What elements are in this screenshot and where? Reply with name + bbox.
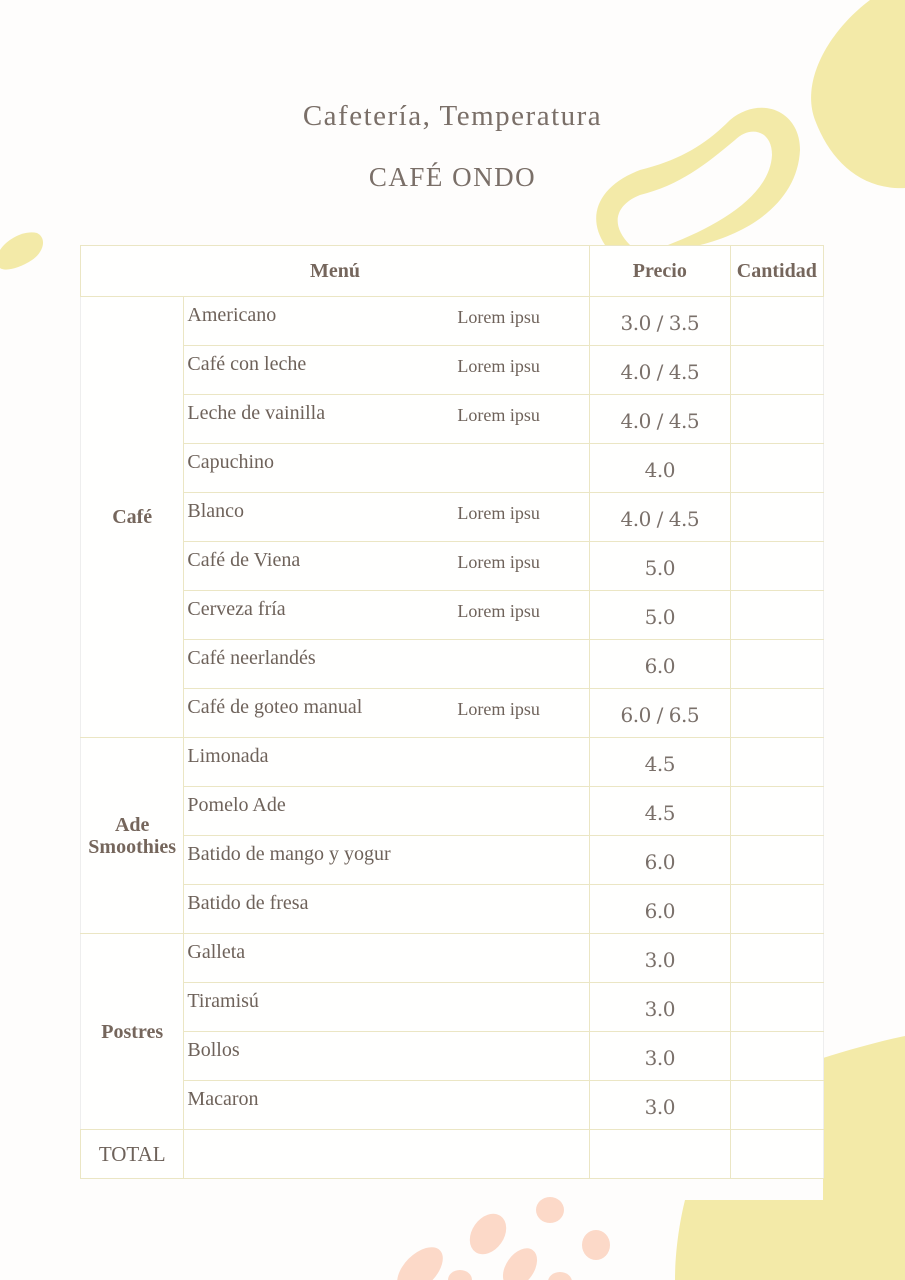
item-name: Tiramisú [184,983,590,1032]
item-price: 4.5 [590,738,731,787]
quantity-cell[interactable] [730,591,823,640]
item-name: Leche de vainilla Lorem ipsu [184,395,590,444]
quantity-cell[interactable] [730,1032,823,1081]
item-name: Cerveza fría Lorem ipsu [184,591,590,640]
item-price: 4.5 [590,787,731,836]
item-name: Bollos [184,1032,590,1081]
quantity-cell[interactable] [730,689,823,738]
item-price: 4.0 / 4.5 [590,346,731,395]
table-row [81,1032,824,1081]
category-cafe: Café [81,297,184,738]
item-name: Limonada [184,738,590,787]
item-name: Americano Lorem ipsu [184,297,590,346]
total-blank [184,1130,590,1179]
category-postres: Postres [81,934,184,1130]
item-price: 5.0 [590,542,731,591]
column-header-price: Precio [590,246,731,297]
table-row [81,689,824,738]
item-note: Lorem ipsu [457,405,540,425]
item-price: 6.0 [590,836,731,885]
item-price: 3.0 / 3.5 [590,297,731,346]
quantity-cell[interactable] [730,542,823,591]
category-ade-smoothies: Ade Smoothies [81,738,184,934]
item-price: 3.0 [590,934,731,983]
table-row [81,640,824,689]
item-name: Café de Viena Lorem ipsu [184,542,590,591]
page-title: Cafetería, Temperatura [302,100,603,132]
item-name: Café neerlandés [184,640,590,689]
table-row [81,444,824,493]
item-price: 6.0 [590,640,731,689]
quantity-cell[interactable] [730,934,823,983]
table-row [81,493,824,542]
quantity-cell[interactable] [730,836,823,885]
item-name: Pomelo Ade [184,787,590,836]
table-row [81,836,824,885]
item-name: Café de goteo manual Lorem ipsu [184,689,590,738]
item-name: Batido de fresa [184,885,590,934]
item-price: 6.0 [590,885,731,934]
item-name: Café con leche Lorem ipsu [184,346,590,395]
quantity-cell[interactable] [730,493,823,542]
quantity-cell[interactable] [730,346,823,395]
table-row [81,591,824,640]
item-note: Lorem ipsu [457,356,540,376]
table-header-row [81,246,824,297]
item-note: Lorem ipsu [457,552,540,572]
table-row [81,542,824,591]
item-price: 4.0 / 4.5 [590,395,731,444]
quantity-cell[interactable] [730,395,823,444]
item-note: Lorem ipsu [457,503,540,523]
quantity-cell[interactable] [730,640,823,689]
column-header-menu: Menú [81,246,590,297]
item-price: 4.0 [590,444,731,493]
table-row [81,787,824,836]
quantity-cell[interactable] [730,444,823,493]
table-row [81,983,824,1032]
table-row [81,346,824,395]
total-quantity-cell[interactable] [730,1130,823,1179]
table-row [81,934,824,983]
item-note: Lorem ipsu [457,699,540,719]
cafe-name: CAFÉ ONDO [368,162,537,192]
item-name: Galleta [184,934,590,983]
quantity-cell[interactable] [730,738,823,787]
total-row [81,1130,824,1179]
item-price: 3.0 [590,983,731,1032]
item-note: Lorem ipsu [457,601,540,621]
table-row [81,395,824,444]
item-price: 6.0 / 6.5 [590,689,731,738]
quantity-cell[interactable] [730,885,823,934]
quantity-cell[interactable] [730,983,823,1032]
item-name: Blanco Lorem ipsu [184,493,590,542]
item-price: 4.0 / 4.5 [590,493,731,542]
item-note: Lorem ipsu [457,307,540,327]
total-label: TOTAL [81,1130,184,1179]
quantity-cell[interactable] [730,787,823,836]
table-row [81,1081,824,1130]
item-price: 5.0 [590,591,731,640]
menu-table [80,245,824,1179]
total-price-cell[interactable] [590,1130,731,1179]
quantity-cell[interactable] [730,1081,823,1130]
item-name: Capuchino [184,444,590,493]
quantity-cell[interactable] [730,297,823,346]
column-header-quantity: Cantidad [730,246,823,297]
item-price: 3.0 [590,1032,731,1081]
table-row [81,297,824,346]
item-price: 3.0 [590,1081,731,1130]
item-name: Batido de mango y yogur [184,836,590,885]
item-name: Macaron [184,1081,590,1130]
table-row [81,738,824,787]
table-row [81,885,824,934]
